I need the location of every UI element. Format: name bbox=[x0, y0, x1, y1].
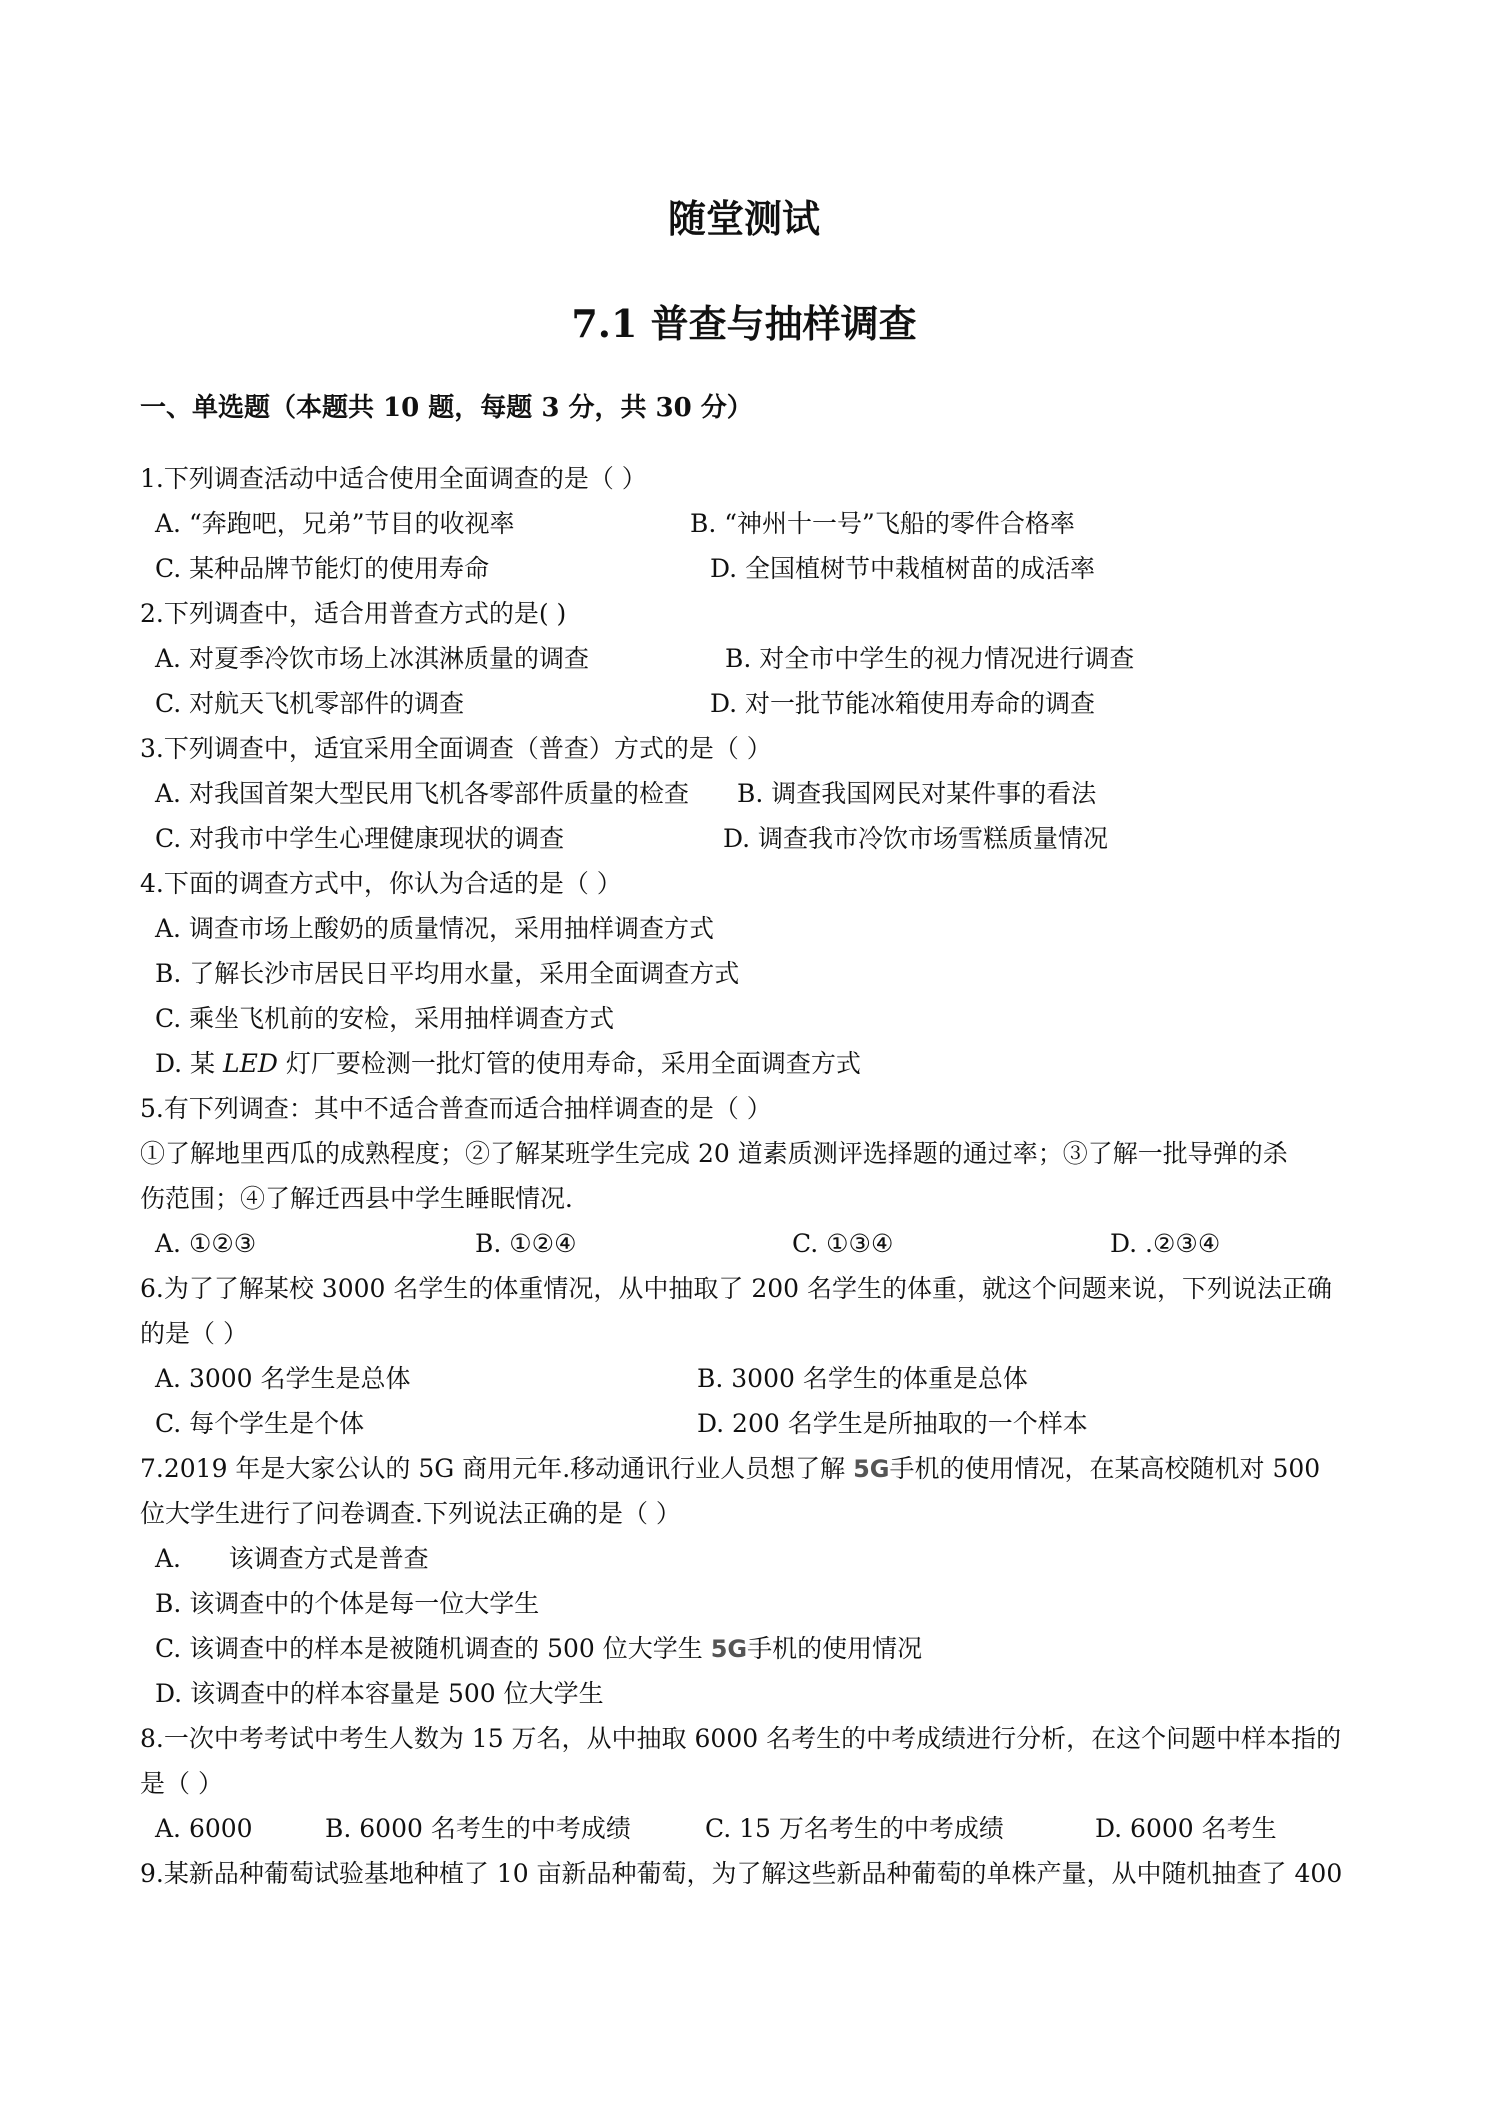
stem-part-2: 手机的使用情况，在某高校随机对 500 bbox=[889, 1454, 1321, 1483]
question-stem: 4.下面的调查方式中，你认为合适的是（ ） bbox=[140, 869, 622, 898]
5g-icon: 5G bbox=[853, 1455, 890, 1483]
option-b: B. 了解长沙市居民日平均用水量，采用全面调查方式 bbox=[155, 959, 740, 988]
option-c: C. 某种品牌节能灯的使用寿命 bbox=[155, 554, 490, 583]
option-c-part-2: 手机的使用情况 bbox=[747, 1634, 923, 1663]
option-b: B. 调查我国网民对某件事的看法 bbox=[737, 779, 1097, 808]
question-line-2: 位大学生进行了问卷调查.下列说法正确的是（ ） bbox=[140, 1499, 681, 1528]
option-a: A. 6000 bbox=[155, 1814, 253, 1843]
option-c-part-1: C. 该调查中的样本是被随机调查的 500 位大学生 bbox=[155, 1634, 711, 1663]
question-stem bbox=[140, 1452, 1320, 1486]
question-stem: 3.下列调查中，适宜采用全面调查（普查）方式的是（ ） bbox=[140, 734, 772, 763]
option-a: A. 对我国首架大型民用飞机各零部件质量的检查 bbox=[155, 779, 689, 808]
question-stem: 6.为了了解某校 3000 名学生的体重情况，从中抽取了 200 名学生的体重，就这个问题来说，下列说法正确 bbox=[140, 1274, 1332, 1303]
option-c: C. ①③④ bbox=[792, 1229, 894, 1258]
option-c: C. 每个学生是个体 bbox=[155, 1409, 365, 1438]
option-d-italic: LED bbox=[223, 1049, 278, 1078]
option-b: B. 该调查中的个体是每一位大学生 bbox=[155, 1589, 540, 1618]
question-stem: 8.一次中考考试中考生人数为 15 万名，从中抽取 6000 名考生的中考成绩进行分析，在这个问题中样本指的 bbox=[140, 1724, 1342, 1753]
option-d: D. 该调查中的样本容量是 500 位大学生 bbox=[155, 1679, 604, 1708]
option-a: A. 该调查方式是普查 bbox=[155, 1544, 429, 1573]
option-a: A. 3000 名学生是总体 bbox=[155, 1364, 411, 1393]
question-line-2: 的是（ ） bbox=[140, 1319, 248, 1348]
lesson-subtitle: 7.1 普查与抽样调查 bbox=[571, 301, 917, 346]
option-d: D. 200 名学生是所抽取的一个样本 bbox=[697, 1409, 1088, 1438]
option-d-prefix: D. 某 bbox=[155, 1049, 223, 1078]
option-b: B. “神州十一号”飞船的零件合格率 bbox=[690, 509, 1075, 538]
question-stem: 2.下列调查中，适合用普查方式的是( ) bbox=[140, 599, 567, 628]
option-a: A. 对夏季冷饮市场上冰淇淋质量的调查 bbox=[155, 644, 589, 673]
option-d: D. .②③④ bbox=[1110, 1229, 1221, 1258]
option-c: C. 乘坐飞机前的安检，采用抽样调查方式 bbox=[155, 1004, 615, 1033]
stem-part-1: 7.2019 年是大家公认的 5G 商用元年.移动通讯行业人员想了解 bbox=[140, 1454, 854, 1483]
question-stem: 5.有下列调查：其中不适合普查而适合抽样调查的是（ ） bbox=[140, 1094, 772, 1123]
option-c bbox=[155, 1632, 922, 1666]
question-line-2: 是（ ） bbox=[140, 1769, 223, 1798]
question-line-2: ①了解地里西瓜的成熟程度；②了解某班学生完成 20 道素质测评选择题的通过率；③了解一批导弹的杀 bbox=[140, 1139, 1288, 1168]
option-b: B. ①②④ bbox=[475, 1229, 577, 1258]
page-title: 随堂测试 bbox=[667, 196, 820, 241]
option-d bbox=[155, 1047, 861, 1081]
option-d: D. 全国植树节中栽植树苗的成活率 bbox=[710, 554, 1096, 583]
option-a: A. “奔跑吧，兄弟”节目的收视率 bbox=[155, 509, 515, 538]
question-line-3: 伤范围；④了解迁西县中学生睡眠情况． bbox=[140, 1184, 591, 1213]
section-heading: 一、单选题（本题共 10 题，每题 3 分，共 30 分） bbox=[140, 393, 753, 423]
question-stem: 9.某新品种葡萄试验基地种植了 10 亩新品种葡萄，为了解这些新品种葡萄的单株产量，从中随机抽查了 400 bbox=[140, 1859, 1343, 1888]
option-b: B. 3000 名学生的体重是总体 bbox=[697, 1364, 1028, 1393]
option-d-suffix: 灯厂要检测一批灯管的使用寿命，采用全面调查方式 bbox=[277, 1049, 861, 1078]
option-c: C. 15 万名考生的中考成绩 bbox=[705, 1814, 1004, 1843]
question-stem: 1.下列调查活动中适合使用全面调查的是（ ） bbox=[140, 464, 647, 493]
option-a: A. ①②③ bbox=[155, 1229, 257, 1258]
5g-icon: 5G bbox=[710, 1635, 748, 1663]
option-d: D. 6000 名考生 bbox=[1095, 1814, 1277, 1843]
option-c: C. 对我市中学生心理健康现状的调查 bbox=[155, 824, 565, 853]
option-a: A. 调查市场上酸奶的质量情况，采用抽样调查方式 bbox=[155, 914, 714, 943]
option-d: D. 对一批节能冰箱使用寿命的调查 bbox=[710, 689, 1096, 718]
option-b: B. 对全市中学生的视力情况进行调查 bbox=[725, 644, 1135, 673]
option-d: D. 调查我市冷饮市场雪糕质量情况 bbox=[723, 824, 1109, 853]
option-c: C. 对航天飞机零部件的调查 bbox=[155, 689, 465, 718]
option-b: B. 6000 名考生的中考成绩 bbox=[325, 1814, 631, 1843]
